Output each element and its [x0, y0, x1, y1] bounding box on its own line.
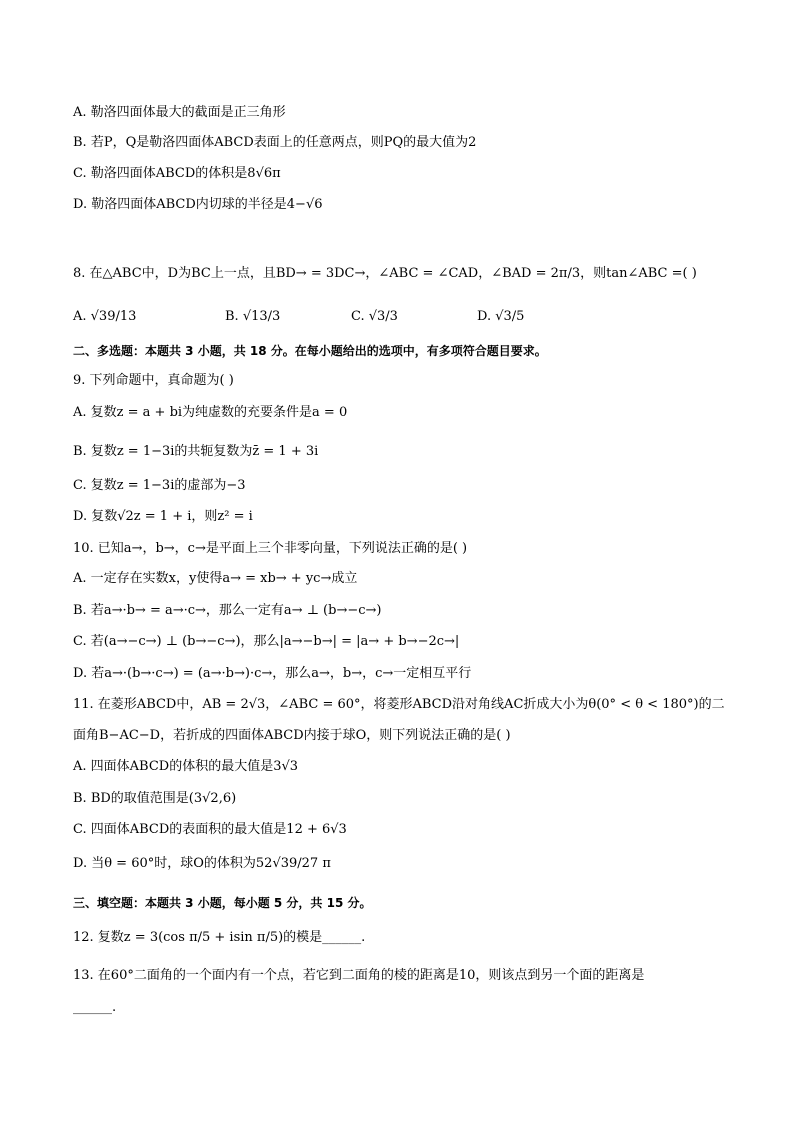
q13-stem-line2: ______. [73, 1000, 117, 1015]
q9-option-a: A. 复数z = a + bi为纯虚数的充要条件是a = 0 [73, 405, 348, 420]
q8-option-b: B. √13/3 [225, 309, 281, 324]
q11-option-d: D. 当θ = 60°时，球O的体积为52√39/27 π [73, 856, 331, 871]
q12-stem: 12. 复数z = 3(cos π/5 + isin π/5)的模是______. [73, 930, 366, 945]
q7-option-c: C. 勒洛四面体ABCD的体积是8√6π [73, 166, 281, 181]
q7-option-b: B. 若P，Q是勒洛四面体ABCD表面上的任意两点，则PQ的最大值为2 [73, 135, 477, 150]
q10-option-c: C. 若(a→−c→) ⊥ (b→−c→)，那么|a→−b→| = |a→ + b→−2c→| [73, 634, 460, 649]
q9-option-d: D. 复数√2z = 1 + i，则z² = i [73, 509, 253, 524]
q9-stem: 9. 下列命题中，真命题为( ) [73, 373, 234, 388]
q10-option-a: A. 一定存在实数x，y使得a→ = xb→ + yc→成立 [73, 571, 358, 586]
section-fill-in: 三、填空题：本题共 3 小题，每小题 5 分，共 15 分。 [73, 896, 372, 910]
q10-stem: 10. 已知a→，b→，c→是平面上三个非零向量，下列说法正确的是( ) [73, 541, 468, 556]
q10-option-d: D. 若a→·(b→·c→) = (a→·b→)·c→，那么a→，b→，c→一定相互平行 [73, 666, 472, 681]
q11-option-a: A. 四面体ABCD的体积的最大值是3√3 [73, 759, 299, 774]
q13-stem-line1: 13. 在60°二面角的一个面内有一个点，若它到二面角的棱的距离是10，则该点到另一个面的距离是 [73, 968, 645, 983]
section-multiple-choice: 二、多选题：本题共 3 小题，共 18 分。在每小题给出的选项中，有多项符合题目要求。 [73, 344, 547, 358]
q9-option-b: B. 复数z = 1−3i的共轭复数为z̄ = 1 + 3i [73, 444, 319, 459]
q11-stem-line1: 11. 在菱形ABCD中，AB = 2√3，∠ABC = 60°，将菱形ABCD沿对角线AC折成大小为θ(0° < θ < 180°)的二 [73, 697, 725, 712]
q8-stem: 8. 在△ABC中，D为BC上一点，且BD→ = 3DC→，∠ABC = ∠CAD，∠BAD = 2π/3，则tan∠ABC =( ) [73, 266, 697, 281]
q7-option-d: D. 勒洛四面体ABCD内切球的半径是4−√6 [73, 197, 323, 212]
q11-option-b: B. BD的取值范围是(3√2,6) [73, 791, 237, 806]
q11-option-c: C. 四面体ABCD的表面积的最大值是12 + 6√3 [73, 822, 347, 837]
q8-options [73, 300, 733, 334]
q11-stem-line2: 面角B−AC−D，若折成的四面体ABCD内接于球O，则下列说法正确的是( ) [73, 728, 511, 743]
q8-option-a: A. √39/13 [73, 309, 137, 324]
q9-option-c: C. 复数z = 1−3i的虚部为−3 [73, 478, 246, 493]
q7-option-a: A. 勒洛四面体最大的截面是正三角形 [73, 105, 286, 120]
q8-option-d: D. √3/5 [477, 309, 525, 324]
q8-option-c: C. √3/3 [351, 309, 398, 324]
q10-option-b: B. 若a→·b→ = a→·c→，那么一定有a→ ⊥ (b→−c→) [73, 603, 382, 618]
